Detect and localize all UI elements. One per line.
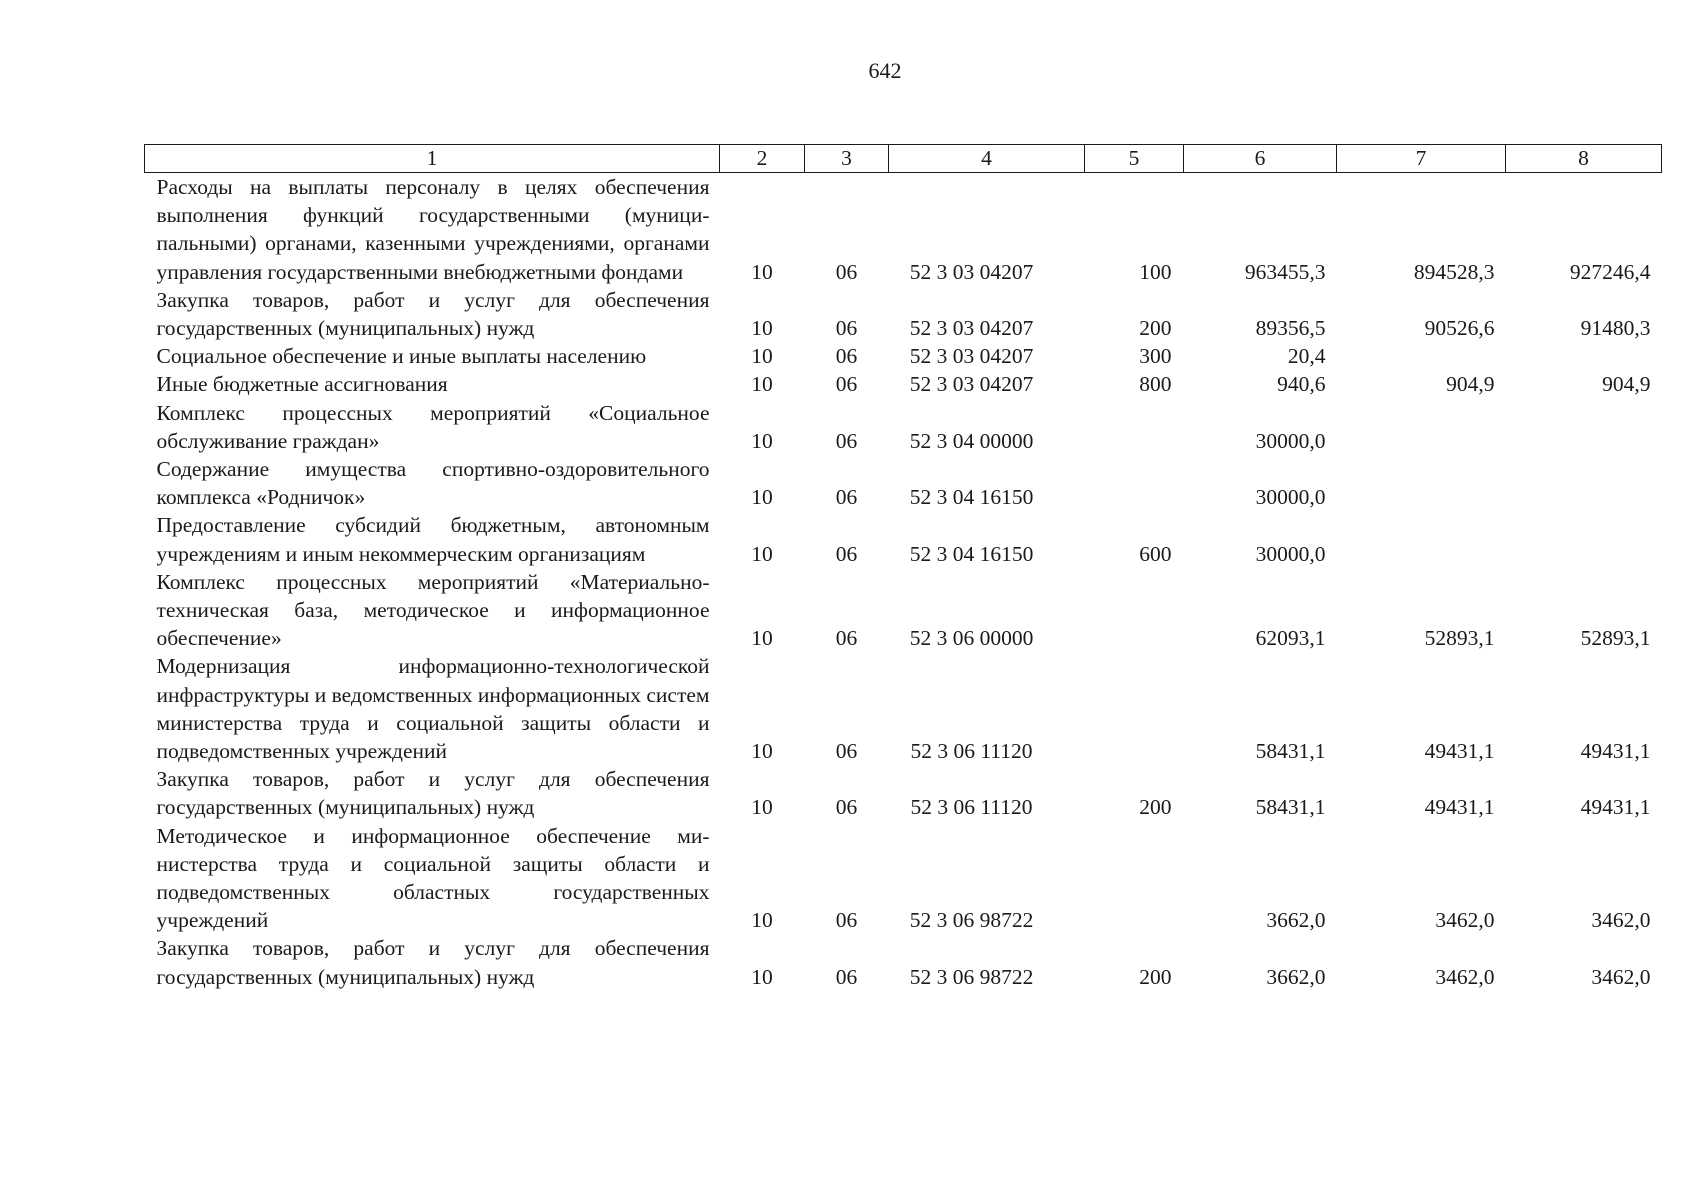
table-row (145, 652, 1662, 765)
row-name: Расходы на выплаты персоналу в целях обеспечения выполнения функций государственными (муниципальными) органами, казенными учреждениями, органами управления государственными внебюджетными фондами (156, 175, 710, 284)
row-expense-type: 200 (1139, 316, 1172, 341)
row-section: 10 (751, 344, 773, 369)
table-row (145, 370, 1662, 398)
column-header-2: 2 (720, 145, 805, 173)
row-name: Закупка товаров, работ и услуг для обеспечения государственных (муниципальных) нужд (156, 936, 710, 989)
budget-table (144, 144, 1662, 991)
row-amount-2 (1337, 511, 1506, 567)
row-amount-2: 49431,1 (1424, 739, 1495, 764)
row-name: Методическое и информационное обеспечение министерства труда и социальной защиты области и подведомственных областных государственных учреждений (156, 823, 710, 933)
table-row (145, 455, 1662, 511)
row-section: 10 (751, 428, 773, 453)
row-subsection: 06 (835, 795, 858, 820)
row-subsection: 06 (835, 739, 858, 764)
row-amount-3: 52893,1 (1580, 626, 1651, 651)
row-amount-3: 49431,1 (1580, 739, 1651, 764)
row-section: 10 (751, 541, 773, 566)
row-target-code: 52 3 03 04207 (909, 372, 1034, 397)
column-header-4: 4 (889, 145, 1085, 173)
row-name: Комплекс процессных мероприятий «Социальное обслуживание граждан» (156, 400, 710, 453)
table-row (145, 822, 1662, 935)
row-amount-3 (1506, 342, 1662, 370)
row-subsection: 06 (835, 541, 858, 566)
row-subsection: 06 (835, 316, 858, 341)
column-header-7: 7 (1337, 145, 1506, 173)
table-row (145, 173, 1662, 286)
row-section: 10 (751, 372, 773, 397)
table-row (145, 765, 1662, 821)
table-row (145, 568, 1662, 653)
table-row (145, 511, 1662, 567)
row-subsection: 06 (835, 259, 858, 284)
row-section: 10 (751, 739, 773, 764)
row-expense-type: 200 (1139, 795, 1172, 820)
row-target-code: 52 3 06 98722 (909, 964, 1034, 989)
table-header (145, 145, 1662, 173)
row-amount-3: 49431,1 (1580, 795, 1651, 820)
row-amount-1: 30000,0 (1255, 428, 1326, 453)
row-section: 10 (751, 795, 773, 820)
row-name: Закупка товаров, работ и услуг для обеспечения государственных (муниципальных) нужд (156, 767, 710, 820)
table-row (145, 286, 1662, 342)
row-expense-type (1085, 568, 1184, 653)
row-amount-1: 963455,3 (1244, 259, 1326, 284)
row-amount-1: 58431,1 (1255, 739, 1326, 764)
row-subsection: 06 (835, 626, 858, 651)
column-header-3: 3 (805, 145, 889, 173)
row-subsection: 06 (835, 485, 858, 510)
row-expense-type (1085, 455, 1184, 511)
row-amount-3: 91480,3 (1580, 316, 1651, 341)
row-target-code: 52 3 04 16150 (909, 541, 1034, 566)
row-section: 10 (751, 316, 773, 341)
row-expense-type: 300 (1139, 344, 1172, 369)
row-amount-2 (1337, 342, 1506, 370)
row-subsection: 06 (835, 908, 858, 933)
row-amount-3: 3462,0 (1591, 964, 1651, 989)
row-amount-3: 927246,4 (1569, 259, 1651, 284)
table-row (145, 399, 1662, 455)
row-expense-type (1085, 822, 1184, 935)
row-amount-1: 62093,1 (1255, 626, 1326, 651)
row-section: 10 (751, 626, 773, 651)
row-amount-3: 3462,0 (1591, 908, 1651, 933)
row-target-code: 52 3 06 00000 (909, 626, 1034, 651)
column-header-1: 1 (145, 145, 720, 173)
row-section: 10 (751, 485, 773, 510)
row-subsection: 06 (835, 344, 858, 369)
row-amount-1: 3662,0 (1266, 908, 1326, 933)
row-expense-type: 100 (1139, 259, 1172, 284)
row-amount-3 (1506, 455, 1662, 511)
row-amount-1: 58431,1 (1255, 795, 1326, 820)
row-subsection: 06 (835, 428, 858, 453)
row-amount-2: 904,9 (1446, 372, 1495, 397)
row-subsection: 06 (835, 964, 858, 989)
row-amount-2 (1337, 399, 1506, 455)
row-expense-type (1085, 399, 1184, 455)
header-row (145, 145, 1662, 173)
row-expense-type: 600 (1139, 541, 1172, 566)
row-amount-1: 89356,5 (1255, 316, 1326, 341)
row-name: Социальное обеспечение и иные выплаты населению (156, 344, 647, 369)
row-name: Предоставление субсидий бюджетным, автономным учреждениям и иным некоммерческим организациям (156, 513, 710, 566)
row-amount-2: 894528,3 (1413, 259, 1495, 284)
row-name: Содержание имущества спортивно-оздоровительного комплекса «Родничок» (156, 457, 710, 510)
row-subsection: 06 (835, 372, 858, 397)
row-section: 10 (751, 908, 773, 933)
row-target-code: 52 3 06 11120 (910, 739, 1033, 764)
row-amount-1: 20,4 (1287, 344, 1326, 369)
row-target-code: 52 3 04 16150 (909, 485, 1034, 510)
row-target-code: 52 3 06 11120 (910, 795, 1033, 820)
column-header-5: 5 (1085, 145, 1184, 173)
row-amount-3 (1506, 399, 1662, 455)
row-name: Модернизация информационно-технологической инфраструктуры и ведомственных информационных систем министерства труда и социальной защиты области и подведомственных учреждений (156, 654, 710, 764)
row-amount-3: 904,9 (1602, 372, 1651, 397)
row-target-code: 52 3 03 04207 (909, 316, 1034, 341)
row-section: 10 (751, 964, 773, 989)
row-expense-type: 200 (1139, 964, 1172, 989)
row-target-code: 52 3 03 04207 (909, 344, 1034, 369)
row-amount-2 (1337, 455, 1506, 511)
row-amount-3 (1506, 511, 1662, 567)
table-row (145, 342, 1662, 370)
row-amount-1: 30000,0 (1255, 485, 1326, 510)
row-name: Комплекс процессных мероприятий «Материально-техническая база, методическое и информационное обеспечение» (156, 569, 710, 651)
page-number: 642 (868, 58, 902, 83)
row-target-code: 52 3 04 00000 (909, 428, 1034, 453)
row-amount-2: 3462,0 (1435, 964, 1495, 989)
row-amount-1: 940,6 (1277, 372, 1326, 397)
row-amount-2: 90526,6 (1424, 316, 1495, 341)
table-body (145, 173, 1662, 991)
row-amount-2: 52893,1 (1424, 626, 1495, 651)
table-row (145, 934, 1662, 990)
row-amount-2: 49431,1 (1424, 795, 1495, 820)
row-name: Иные бюджетные ассигнования (156, 372, 448, 397)
row-name: Закупка товаров, работ и услуг для обеспечения государственных (муниципальных) нужд (156, 287, 710, 341)
column-header-8: 8 (1506, 145, 1662, 173)
row-amount-2: 3462,0 (1435, 908, 1495, 933)
row-target-code: 52 3 06 98722 (909, 908, 1034, 933)
row-expense-type (1085, 652, 1184, 765)
row-section: 10 (751, 259, 773, 284)
row-expense-type: 800 (1139, 372, 1172, 397)
row-amount-1: 3662,0 (1266, 964, 1326, 989)
row-target-code: 52 3 03 04207 (909, 259, 1034, 284)
row-amount-1: 30000,0 (1255, 541, 1326, 566)
column-header-6: 6 (1184, 145, 1337, 173)
